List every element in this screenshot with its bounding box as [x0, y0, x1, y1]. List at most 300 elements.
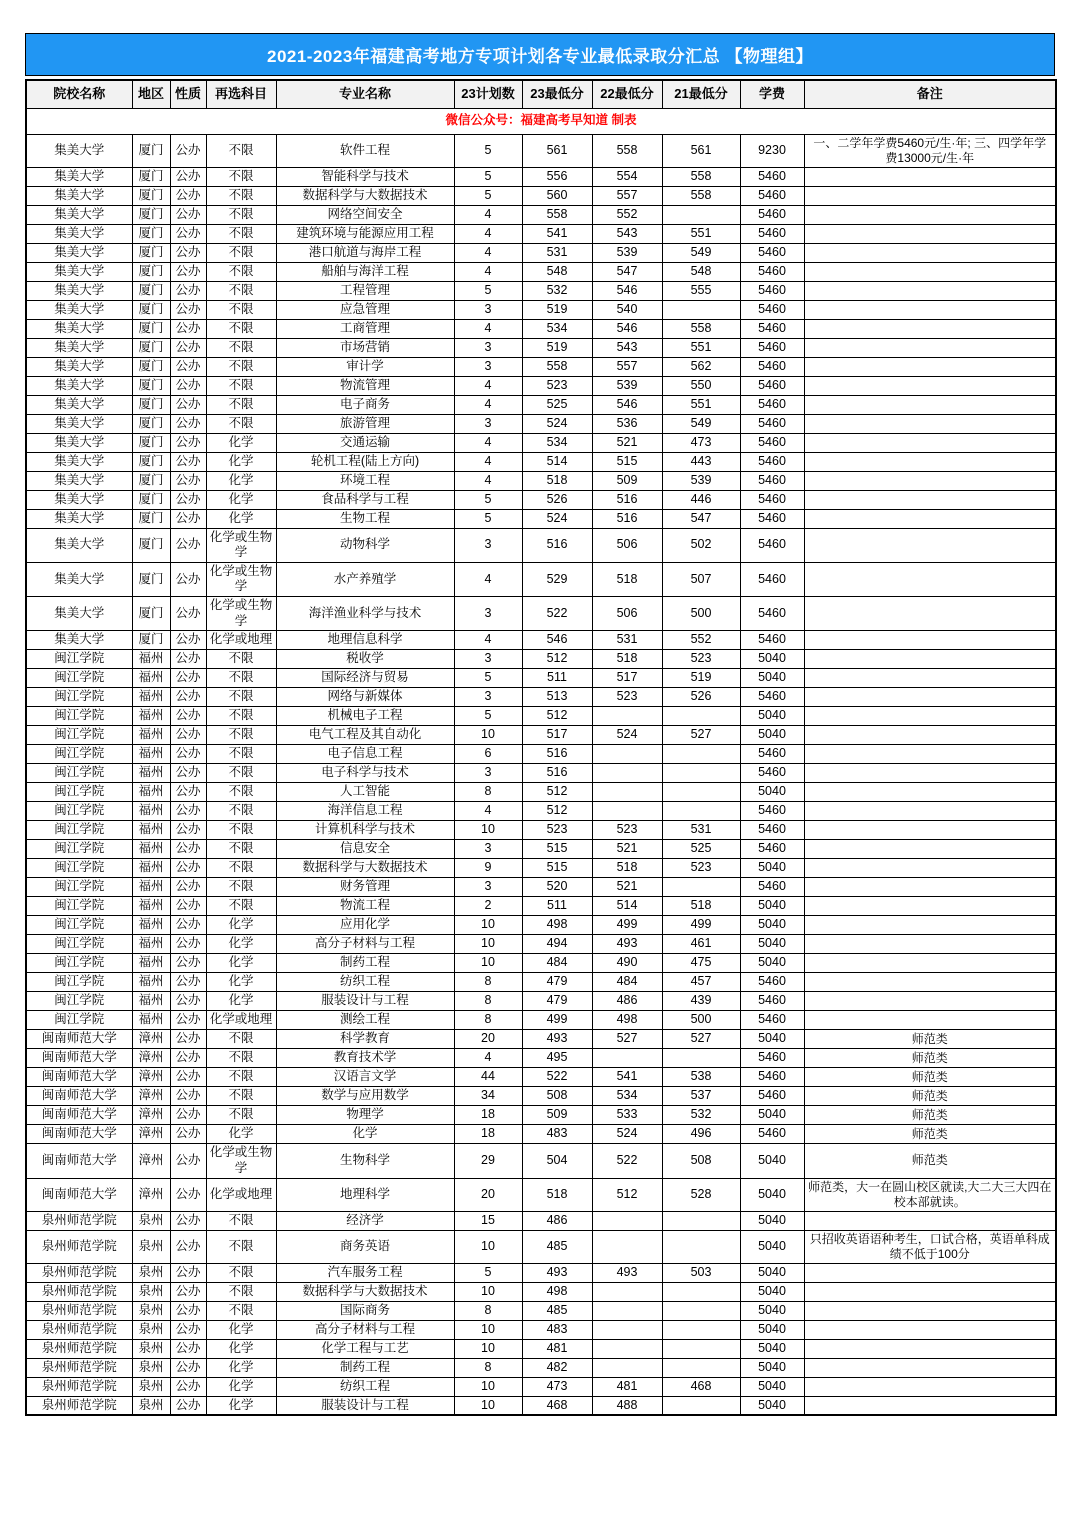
cell-plan-2023: 4 — [454, 562, 522, 596]
cell-remark — [804, 1011, 1056, 1030]
cell-school: 集美大学 — [26, 414, 132, 433]
cell-min-score-2022 — [592, 1282, 662, 1301]
column-header: 院校名称 — [26, 80, 132, 108]
cell-school: 集美大学 — [26, 338, 132, 357]
table-row — [26, 300, 1056, 319]
cell-tuition: 5460 — [740, 433, 804, 452]
cell-min-score-2023: 522 — [522, 1068, 592, 1087]
cell-tuition: 5460 — [740, 243, 804, 262]
cell-plan-2023: 4 — [454, 262, 522, 281]
cell-remark — [804, 433, 1056, 452]
cell-plan-2023: 4 — [454, 1049, 522, 1068]
cell-school: 闽江学院 — [26, 973, 132, 992]
cell-plan-2023: 10 — [454, 1396, 522, 1415]
cell-remark — [804, 897, 1056, 916]
cell-school: 集美大学 — [26, 471, 132, 490]
cell-remark — [804, 650, 1056, 669]
cell-remark: 师范类 — [804, 1106, 1056, 1125]
cell-min-score-2022: 546 — [592, 319, 662, 338]
cell-remark — [804, 338, 1056, 357]
cell-ownership: 公办 — [170, 1282, 206, 1301]
cell-ownership: 公办 — [170, 597, 206, 631]
cell-min-score-2021: 561 — [662, 134, 740, 167]
cell-major: 机械电子工程 — [276, 707, 454, 726]
cell-subject-requirement: 不限 — [206, 859, 276, 878]
cell-subject-requirement: 不限 — [206, 357, 276, 376]
column-header: 性质 — [170, 80, 206, 108]
admission-score-table — [25, 79, 1057, 1416]
cell-plan-2023: 20 — [454, 1178, 522, 1211]
cell-tuition: 5040 — [740, 916, 804, 935]
cell-school: 集美大学 — [26, 528, 132, 562]
cell-min-score-2022 — [592, 1049, 662, 1068]
cell-ownership: 公办 — [170, 1211, 206, 1230]
table-row — [26, 1106, 1056, 1125]
cell-min-score-2021: 475 — [662, 954, 740, 973]
cell-min-score-2021: 558 — [662, 186, 740, 205]
cell-plan-2023: 10 — [454, 916, 522, 935]
cell-min-score-2022: 540 — [592, 300, 662, 319]
cell-min-score-2022 — [592, 745, 662, 764]
cell-major: 测绘工程 — [276, 1011, 454, 1030]
cell-remark — [804, 395, 1056, 414]
cell-min-score-2023: 483 — [522, 1320, 592, 1339]
cell-min-score-2023: 509 — [522, 1106, 592, 1125]
cell-school: 集美大学 — [26, 562, 132, 596]
cell-plan-2023: 5 — [454, 669, 522, 688]
cell-major: 物理学 — [276, 1106, 454, 1125]
column-header: 备注 — [804, 80, 1056, 108]
cell-ownership: 公办 — [170, 1144, 206, 1178]
cell-subject-requirement: 不限 — [206, 376, 276, 395]
cell-tuition: 5040 — [740, 783, 804, 802]
cell-major: 水产养殖学 — [276, 562, 454, 596]
cell-major: 制药工程 — [276, 1358, 454, 1377]
cell-min-score-2021: 507 — [662, 562, 740, 596]
cell-min-score-2022: 541 — [592, 1068, 662, 1087]
cell-school: 集美大学 — [26, 186, 132, 205]
cell-tuition: 5040 — [740, 1144, 804, 1178]
cell-plan-2023: 15 — [454, 1211, 522, 1230]
table-row — [26, 992, 1056, 1011]
cell-tuition: 5040 — [740, 859, 804, 878]
cell-region: 厦门 — [132, 205, 170, 224]
cell-subject-requirement: 不限 — [206, 1301, 276, 1320]
cell-region: 泉州 — [132, 1377, 170, 1396]
cell-remark — [804, 262, 1056, 281]
cell-region: 漳州 — [132, 1049, 170, 1068]
table-row — [26, 1377, 1056, 1396]
cell-region: 厦门 — [132, 224, 170, 243]
cell-major: 财务管理 — [276, 878, 454, 897]
cell-region: 泉州 — [132, 1282, 170, 1301]
cell-major: 税收学 — [276, 650, 454, 669]
cell-region: 泉州 — [132, 1358, 170, 1377]
column-header: 专业名称 — [276, 80, 454, 108]
table-row — [26, 1030, 1056, 1049]
cell-school: 集美大学 — [26, 205, 132, 224]
cell-ownership: 公办 — [170, 262, 206, 281]
cell-min-score-2023: 512 — [522, 802, 592, 821]
cell-subject-requirement: 化学 — [206, 471, 276, 490]
cell-ownership: 公办 — [170, 650, 206, 669]
cell-ownership: 公办 — [170, 1106, 206, 1125]
cell-school: 闽南师范大学 — [26, 1068, 132, 1087]
table-row — [26, 954, 1056, 973]
cell-tuition: 5460 — [740, 528, 804, 562]
cell-region: 福州 — [132, 707, 170, 726]
cell-remark: 只招收英语语种考生，口试合格，英语单科成绩不低于100分 — [804, 1230, 1056, 1263]
cell-min-score-2022: 481 — [592, 1377, 662, 1396]
cell-plan-2023: 8 — [454, 973, 522, 992]
cell-tuition: 5460 — [740, 1068, 804, 1087]
cell-min-score-2021 — [662, 1320, 740, 1339]
cell-remark — [804, 992, 1056, 1011]
cell-tuition: 5040 — [740, 1339, 804, 1358]
cell-tuition: 5460 — [740, 281, 804, 300]
cell-min-score-2023: 519 — [522, 300, 592, 319]
cell-major: 数据科学与大数据技术 — [276, 859, 454, 878]
cell-min-score-2023: 516 — [522, 764, 592, 783]
cell-plan-2023: 4 — [454, 376, 522, 395]
cell-min-score-2022: 490 — [592, 954, 662, 973]
cell-school: 闽江学院 — [26, 992, 132, 1011]
cell-ownership: 公办 — [170, 783, 206, 802]
cell-min-score-2022: 543 — [592, 224, 662, 243]
cell-subject-requirement: 化学 — [206, 452, 276, 471]
cell-region: 漳州 — [132, 1178, 170, 1211]
table-row — [26, 935, 1056, 954]
cell-tuition: 5460 — [740, 186, 804, 205]
cell-plan-2023: 10 — [454, 1377, 522, 1396]
cell-min-score-2021: 439 — [662, 992, 740, 1011]
cell-min-score-2021: 551 — [662, 224, 740, 243]
cell-min-score-2023: 482 — [522, 1358, 592, 1377]
cell-school: 闽江学院 — [26, 935, 132, 954]
table-row — [26, 395, 1056, 414]
cell-school: 集美大学 — [26, 262, 132, 281]
cell-min-score-2023: 546 — [522, 631, 592, 650]
table-row — [26, 205, 1056, 224]
table-body — [26, 134, 1056, 1415]
cell-tuition: 5460 — [740, 167, 804, 186]
cell-remark — [804, 1282, 1056, 1301]
cell-ownership: 公办 — [170, 224, 206, 243]
cell-subject-requirement: 不限 — [206, 764, 276, 783]
cell-plan-2023: 3 — [454, 764, 522, 783]
cell-school: 集美大学 — [26, 319, 132, 338]
cell-min-score-2022: 521 — [592, 840, 662, 859]
cell-region: 厦门 — [132, 376, 170, 395]
cell-remark: 师范类 — [804, 1144, 1056, 1178]
cell-major: 高分子材料与工程 — [276, 935, 454, 954]
cell-min-score-2023: 558 — [522, 357, 592, 376]
cell-subject-requirement: 不限 — [206, 897, 276, 916]
table-row — [26, 262, 1056, 281]
cell-min-score-2022: 557 — [592, 357, 662, 376]
cell-tuition: 5040 — [740, 1211, 804, 1230]
cell-min-score-2021 — [662, 1301, 740, 1320]
cell-region: 福州 — [132, 954, 170, 973]
cell-remark — [804, 916, 1056, 935]
cell-plan-2023: 10 — [454, 1230, 522, 1263]
cell-subject-requirement: 不限 — [206, 840, 276, 859]
cell-min-score-2022: 539 — [592, 376, 662, 395]
cell-remark: 师范类 — [804, 1125, 1056, 1144]
cell-tuition: 5040 — [740, 707, 804, 726]
cell-remark — [804, 783, 1056, 802]
cell-plan-2023: 34 — [454, 1087, 522, 1106]
cell-ownership: 公办 — [170, 1263, 206, 1282]
table-row — [26, 669, 1056, 688]
cell-remark — [804, 597, 1056, 631]
table-row — [26, 1211, 1056, 1230]
cell-ownership: 公办 — [170, 167, 206, 186]
cell-subject-requirement: 化学或生物学 — [206, 597, 276, 631]
cell-min-score-2021: 538 — [662, 1068, 740, 1087]
cell-min-score-2021: 549 — [662, 243, 740, 262]
cell-school: 闽江学院 — [26, 897, 132, 916]
cell-major: 计算机科学与技术 — [276, 821, 454, 840]
cell-school: 泉州师范学院 — [26, 1320, 132, 1339]
column-header: 地区 — [132, 80, 170, 108]
cell-min-score-2023: 481 — [522, 1339, 592, 1358]
wechat-note: 微信公众号：福建高考早知道 制表 — [26, 108, 1056, 134]
cell-min-score-2021 — [662, 878, 740, 897]
cell-remark — [804, 357, 1056, 376]
cell-region: 福州 — [132, 840, 170, 859]
table-row — [26, 224, 1056, 243]
cell-min-score-2022: 518 — [592, 859, 662, 878]
cell-min-score-2021: 539 — [662, 471, 740, 490]
table-row — [26, 433, 1056, 452]
cell-subject-requirement: 不限 — [206, 1211, 276, 1230]
table-row — [26, 764, 1056, 783]
column-header: 23最低分 — [522, 80, 592, 108]
cell-min-score-2022: 516 — [592, 509, 662, 528]
cell-region: 福州 — [132, 992, 170, 1011]
cell-tuition: 5040 — [740, 669, 804, 688]
cell-major: 化学 — [276, 1125, 454, 1144]
cell-major: 市场营销 — [276, 338, 454, 357]
cell-major: 工商管理 — [276, 319, 454, 338]
cell-major: 网络空间安全 — [276, 205, 454, 224]
cell-plan-2023: 9 — [454, 859, 522, 878]
cell-region: 泉州 — [132, 1263, 170, 1282]
cell-min-score-2023: 520 — [522, 878, 592, 897]
cell-plan-2023: 5 — [454, 134, 522, 167]
cell-subject-requirement: 不限 — [206, 134, 276, 167]
cell-ownership: 公办 — [170, 745, 206, 764]
cell-tuition: 5040 — [740, 650, 804, 669]
cell-tuition: 5460 — [740, 509, 804, 528]
cell-remark — [804, 764, 1056, 783]
cell-plan-2023: 5 — [454, 707, 522, 726]
cell-tuition: 5460 — [740, 414, 804, 433]
cell-subject-requirement: 不限 — [206, 878, 276, 897]
cell-plan-2023: 4 — [454, 433, 522, 452]
cell-tuition: 5460 — [740, 205, 804, 224]
table-row — [26, 650, 1056, 669]
cell-min-score-2021 — [662, 1211, 740, 1230]
table-row — [26, 1087, 1056, 1106]
cell-ownership: 公办 — [170, 1125, 206, 1144]
cell-min-score-2022: 512 — [592, 1178, 662, 1211]
cell-subject-requirement: 不限 — [206, 745, 276, 764]
table-row — [26, 376, 1056, 395]
cell-remark — [804, 1358, 1056, 1377]
cell-tuition: 5040 — [740, 1230, 804, 1263]
table-row — [26, 562, 1056, 596]
cell-tuition: 5460 — [740, 802, 804, 821]
cell-major: 制药工程 — [276, 954, 454, 973]
cell-min-score-2021: 526 — [662, 688, 740, 707]
table-row — [26, 186, 1056, 205]
cell-subject-requirement: 不限 — [206, 338, 276, 357]
cell-min-score-2022 — [592, 1230, 662, 1263]
cell-min-score-2021 — [662, 1339, 740, 1358]
cell-major: 数学与应用数学 — [276, 1087, 454, 1106]
cell-plan-2023: 5 — [454, 281, 522, 300]
cell-major: 地理科学 — [276, 1178, 454, 1211]
cell-major: 环境工程 — [276, 471, 454, 490]
cell-school: 泉州师范学院 — [26, 1339, 132, 1358]
cell-min-score-2023: 494 — [522, 935, 592, 954]
cell-major: 物流管理 — [276, 376, 454, 395]
cell-tuition: 5040 — [740, 1282, 804, 1301]
cell-region: 泉州 — [132, 1396, 170, 1415]
cell-tuition: 5040 — [740, 1320, 804, 1339]
cell-tuition: 5040 — [740, 1106, 804, 1125]
cell-major: 动物科学 — [276, 528, 454, 562]
table-row — [26, 707, 1056, 726]
cell-subject-requirement: 化学 — [206, 973, 276, 992]
cell-school: 集美大学 — [26, 433, 132, 452]
cell-school: 集美大学 — [26, 631, 132, 650]
cell-subject-requirement: 化学 — [206, 1320, 276, 1339]
cell-subject-requirement: 不限 — [206, 395, 276, 414]
cell-plan-2023: 10 — [454, 1320, 522, 1339]
cell-plan-2023: 8 — [454, 1011, 522, 1030]
cell-remark — [804, 745, 1056, 764]
cell-region: 厦门 — [132, 134, 170, 167]
cell-min-score-2022: 521 — [592, 433, 662, 452]
cell-plan-2023: 5 — [454, 186, 522, 205]
cell-min-score-2023: 483 — [522, 1125, 592, 1144]
cell-min-score-2022: 536 — [592, 414, 662, 433]
table-row — [26, 471, 1056, 490]
cell-min-score-2023: 485 — [522, 1301, 592, 1320]
cell-subject-requirement: 化学 — [206, 1125, 276, 1144]
cell-tuition: 5040 — [740, 1263, 804, 1282]
cell-remark — [804, 859, 1056, 878]
cell-remark — [804, 935, 1056, 954]
cell-plan-2023: 29 — [454, 1144, 522, 1178]
cell-min-score-2021: 500 — [662, 1011, 740, 1030]
cell-major: 国际经济与贸易 — [276, 669, 454, 688]
cell-subject-requirement: 不限 — [206, 243, 276, 262]
cell-remark — [804, 186, 1056, 205]
cell-major: 食品科学与工程 — [276, 490, 454, 509]
cell-min-score-2023: 513 — [522, 688, 592, 707]
cell-tuition: 5460 — [740, 319, 804, 338]
cell-min-score-2022 — [592, 783, 662, 802]
cell-ownership: 公办 — [170, 281, 206, 300]
cell-min-score-2022: 543 — [592, 338, 662, 357]
cell-region: 漳州 — [132, 1030, 170, 1049]
cell-min-score-2022: 493 — [592, 935, 662, 954]
cell-min-score-2023: 468 — [522, 1396, 592, 1415]
cell-ownership: 公办 — [170, 1087, 206, 1106]
cell-min-score-2023: 493 — [522, 1030, 592, 1049]
cell-ownership: 公办 — [170, 992, 206, 1011]
cell-ownership: 公办 — [170, 414, 206, 433]
cell-school: 泉州师范学院 — [26, 1377, 132, 1396]
cell-min-score-2022: 557 — [592, 186, 662, 205]
cell-remark — [804, 878, 1056, 897]
cell-min-score-2023: 532 — [522, 281, 592, 300]
cell-school: 闽江学院 — [26, 954, 132, 973]
cell-remark — [804, 167, 1056, 186]
cell-tuition: 5460 — [740, 840, 804, 859]
cell-min-score-2021: 551 — [662, 338, 740, 357]
cell-school: 集美大学 — [26, 243, 132, 262]
cell-min-score-2023: 518 — [522, 1178, 592, 1211]
cell-plan-2023: 4 — [454, 319, 522, 338]
cell-major: 工程管理 — [276, 281, 454, 300]
cell-min-score-2023: 534 — [522, 319, 592, 338]
cell-school: 泉州师范学院 — [26, 1282, 132, 1301]
cell-region: 福州 — [132, 935, 170, 954]
cell-remark: 一、二学年学费5460元/生·年; 三、四学年学费13000元/生·年 — [804, 134, 1056, 167]
cell-major: 海洋渔业科学与技术 — [276, 597, 454, 631]
cell-min-score-2021 — [662, 300, 740, 319]
cell-min-score-2023: 499 — [522, 1011, 592, 1030]
cell-tuition: 5460 — [740, 357, 804, 376]
cell-min-score-2021: 468 — [662, 1377, 740, 1396]
cell-min-score-2021: 502 — [662, 528, 740, 562]
cell-min-score-2023: 556 — [522, 167, 592, 186]
cell-tuition: 5040 — [740, 897, 804, 916]
cell-ownership: 公办 — [170, 357, 206, 376]
cell-region: 厦门 — [132, 338, 170, 357]
cell-major: 纺织工程 — [276, 1377, 454, 1396]
cell-min-score-2022 — [592, 1301, 662, 1320]
table-row — [26, 1301, 1056, 1320]
cell-ownership: 公办 — [170, 1301, 206, 1320]
cell-min-score-2023: 493 — [522, 1263, 592, 1282]
table-row — [26, 134, 1056, 167]
cell-remark — [804, 452, 1056, 471]
table-row — [26, 167, 1056, 186]
cell-subject-requirement: 不限 — [206, 802, 276, 821]
cell-ownership: 公办 — [170, 205, 206, 224]
cell-major: 服装设计与工程 — [276, 1396, 454, 1415]
cell-remark — [804, 669, 1056, 688]
cell-min-score-2023: 541 — [522, 224, 592, 243]
cell-school: 闽江学院 — [26, 764, 132, 783]
cell-subject-requirement: 不限 — [206, 688, 276, 707]
cell-min-score-2021: 518 — [662, 897, 740, 916]
cell-school: 泉州师范学院 — [26, 1358, 132, 1377]
cell-school: 闽江学院 — [26, 650, 132, 669]
cell-min-score-2022: 518 — [592, 650, 662, 669]
cell-remark — [804, 319, 1056, 338]
cell-subject-requirement: 化学 — [206, 992, 276, 1011]
cell-subject-requirement: 化学 — [206, 490, 276, 509]
cell-min-score-2022: 486 — [592, 992, 662, 1011]
cell-major: 电气工程及其自动化 — [276, 726, 454, 745]
